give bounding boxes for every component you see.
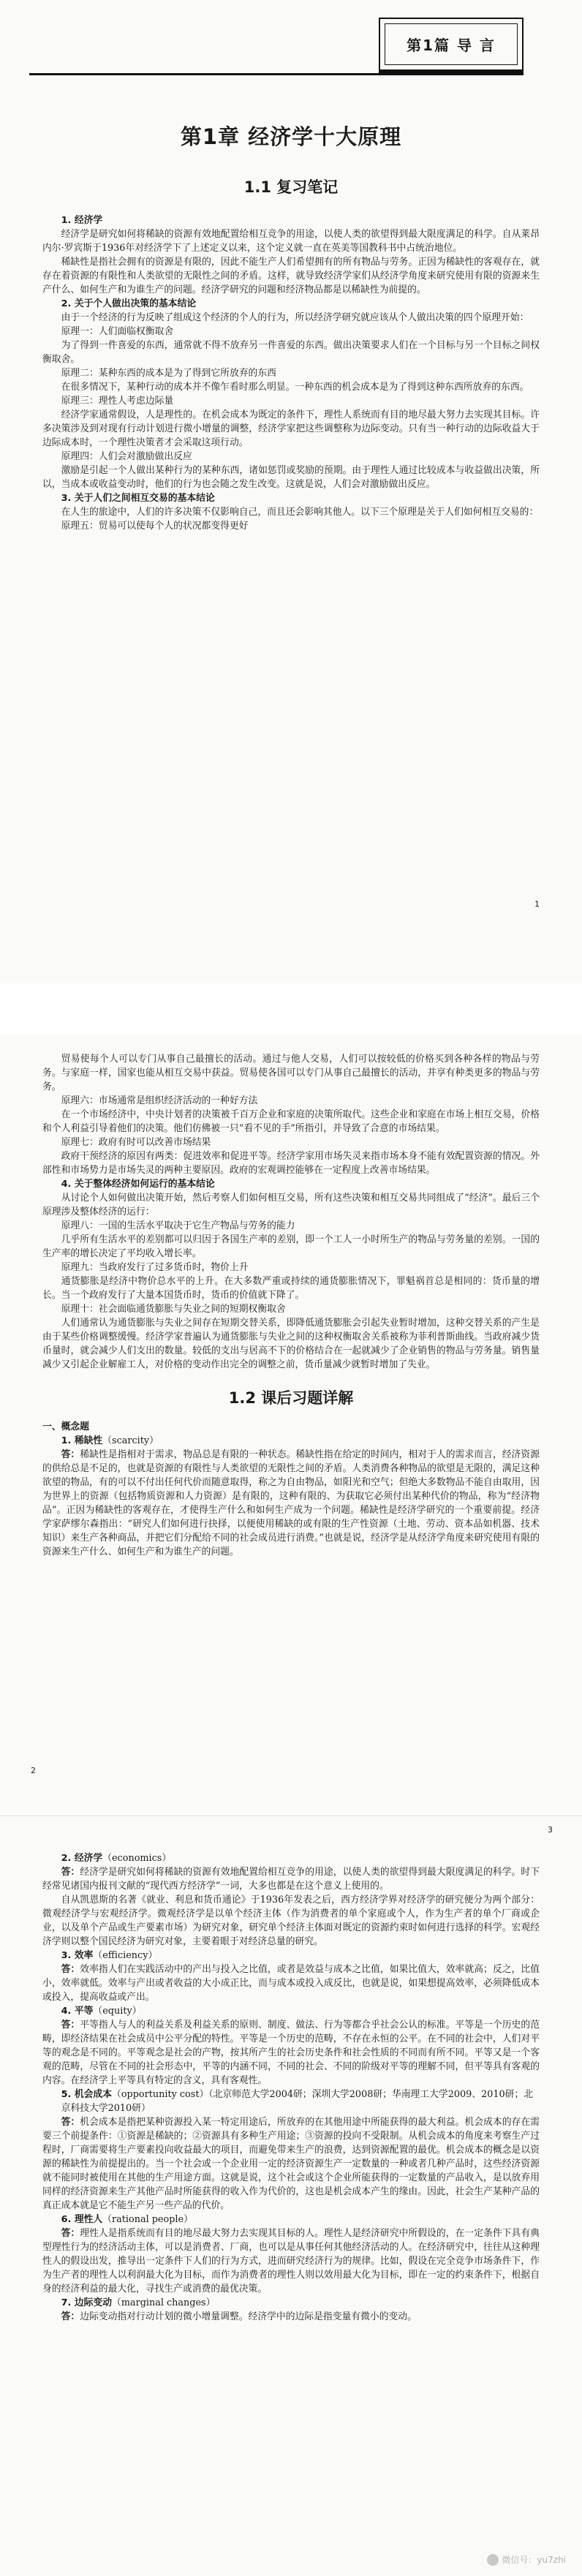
paragraph: 经济学是研究如何将稀缺的资源有效地配置给相互竞争的用途，以使人类的欲望得到最大限度满足的科学。自从莱昂内尔·罗宾斯于1936年对经济学下了上述定义以来，这个定义就一直在英美等国教科书中占统治地位。 <box>42 229 540 254</box>
answer-paragraph <box>42 2018 540 2088</box>
answer-label: 答： <box>61 2020 80 2031</box>
answer-paragraph <box>42 2115 540 2213</box>
page3-body <box>42 1851 540 2324</box>
page-gap <box>0 983 582 1035</box>
paragraph: 政府干预经济的原因有两类：促进效率和促进平等。经济学家用市场失灵来指市场本身不能有效配置资源的情况。外部性和市场势力是市场失灵的两种主要原因。政府的宏观调控能够在一定程度上改善市场结果。 <box>42 1151 540 1176</box>
concept-english: （equity） <box>93 2006 142 2017</box>
book-page-2 <box>0 1035 582 1816</box>
principle-heading: 原理二：某种东西的成本是为了得到它所放弃的东西 <box>61 368 276 379</box>
concept-heading <box>42 2004 540 2018</box>
concept-title: 6. 理性人 <box>61 2214 103 2225</box>
concept-english: （efficiency） <box>93 1950 158 1961</box>
principle-heading: 原理四：人们会对激励做出反应 <box>61 451 192 462</box>
concept-english: （rational people） <box>102 2214 193 2225</box>
answer-paragraph <box>42 1865 540 1893</box>
answer-label: 答： <box>61 1449 80 1460</box>
concept-title: 5. 机会成本 <box>61 2089 113 2100</box>
concept-title: 4. 平等 <box>61 2006 94 2017</box>
paragraph: 由于一个经济的行为反映了组成这个经济的个人的行为，所以经济学研究就应该从个人做出决策的四个原理开始： <box>61 312 529 323</box>
page1-body <box>42 175 540 533</box>
concept-english: （marginal changes） <box>112 2297 216 2308</box>
answer-text: 稀缺性是指相对于需求，物品总是有限的一种状态。稀缺性指在给定的时间内，相对于人的需求而言，经济资源的供给总是不足的，也就是资源的有限性与人类欲望的无限性之间的矛盾。人类消费各种物品的欲望是无限的，满足这种欲望的物品，有的可以不付出任何代价而随意取得，称之为自由物品，如阳光和空气；但绝大多数物品不能自由取用，因为世界上的资源（包括物质资源和人力资源）是有限的，这种有限的、为获取它必须付出某种代价的物品，称为“经济物品”。正因为稀缺性的客观存在，才使得生产什么和如何生产成为一个问题。稀缺性是经济学研究的一个重要前提。经济学家萨缪尔森指出：“研究人们如何进行抉择，以便使用稀缺的或有限的生产性资源（土地、劳动、资本品如机器、技术知识）来生产各种商品，并把它们分配给不同的社会成员进行消费。”也就是说，经济学是从经济学角度来研究使用有限的资源来生产什么、如何生产和为谁生产的问题。 <box>42 1449 540 1557</box>
concept-heading <box>42 1851 540 1865</box>
concept-heading <box>42 2088 540 2115</box>
principle-heading: 原理一：人们面临权衡取舍 <box>61 326 174 337</box>
paragraph: 几乎所有生活水平的差别都可以归因于各国生产率的差别，即一个工人一小时所生产的物品与劳务量的差别。一国的生产率的增长决定了平均收入增长率。 <box>42 1234 540 1259</box>
answer-label: 答： <box>61 2311 80 2322</box>
answer-label: 答： <box>61 2228 80 2239</box>
concept-heading <box>42 2213 540 2226</box>
answer-text: 平等指人与人的利益关系及利益关系的原则、制度、做法、行为等都合乎社会公认的标准。平等是一个历史的范畴，即经济结果在社会成员中公平分配的特性。平等是一个历史的范畴，不存在永恒的公平。在不同的社会中，人们对平等的观念是不同的。平等观念是社会的产物，按其所产生的社会历史条件和社会性质的不同而有所不同。平等又是一个客观的范畴，尽管在不同的社会形态中，平等的内涵不同，不同的社会、不同的阶级对平等的理解不同，但平等具有客观的内容。在经济学上平等具有特定的含义，具有客观性。 <box>42 2020 540 2086</box>
heading-economics: 1. 经济学 <box>61 215 103 226</box>
section-title-review: 1.1 复习笔记 <box>243 178 339 196</box>
concept-title: 7. 边际变动 <box>61 2297 113 2308</box>
paragraph: 自从凯恩斯的名著《就业、利息和货币通论》于1936年发表之后，西方经济学界对经济学的研究便分为两个部分：微观经济学与宏观经济学。微观经济学是以单个经济主体（作为消费者的单个家庭或个人，作为生产者的单个厂商或企业，以及单个产品或生产要素市场）为研究对象，研究单个经济主体面对既定的资源约束时如何进行选择的科学。宏观经济学则以整个国民经济为研究对象，主要着眼于对经济总量的研究。 <box>42 1895 540 1947</box>
book-page-1 <box>0 0 582 983</box>
answer-text: 理性人是指系统而有目的地尽最大努力去实现其目标的人。理性人是经济研究中所假设的，在一定条件下具有典型理性行为的经济活动主体，可以是消费者、厂商，也可以是从事任何其他经济活动的人。在经济研究中，往往从这种理性人的假设出发，推导出一定条件下人们的行为方式，进而研究经济行为的规律。比如，假设在完全竞争市场条件下，作为生产者的理性人以利润最大化为目标，而作为消费者的理性人则以效用最大化为目标，即在一定的约束条件下，根据自身的经济利益的最大化，寻找生产或消费的最优决策。 <box>42 2228 540 2294</box>
wechat-icon <box>487 2554 499 2566</box>
paragraph: 为了得到一件喜爱的东西，通常就不得不放弃另一件喜爱的东西。做出决策要求人们在一个目标与另一个目标之间权衡取舍。 <box>42 340 540 365</box>
paragraph: 人们通常认为通货膨胀与失业之间存在短期交替关系，即降低通货膨胀会引起失业暂时增加，这种交替关系的产生是由于某些价格调整缓慢。经济学家普遍认为通货膨胀与失业之间的这种权衡取舍关系被称为菲利普斯曲线。当政府减少货币量时，就会减少人们支出的数量。较低的支出与居高不下的价格结合在一起就减少了企业销售的物品与劳务量。销售量减少又引起企业解雇工人，对价格的变动作出完全的调整之前，货币量减少就暂时增加了失业。 <box>42 1318 540 1370</box>
answer-paragraph <box>42 1448 540 1559</box>
heading-interactions: 3. 关于人们之间相互交易的基本结论 <box>61 493 215 504</box>
principle-heading: 原理六：市场通常是组织经济活动的一种好方法 <box>61 1095 258 1106</box>
chapter-title: 第1章 经济学十大原理 <box>180 124 402 149</box>
answer-label: 答： <box>61 1964 80 1975</box>
concept-english: （scarcity） <box>102 1435 159 1446</box>
concept-english: （opportunity cost）（北京师范大学2004研；深圳大学2008研；华南理工大学2009、2010研；北京科技大学2010研） <box>61 2089 534 2114</box>
answer-text: 边际变动指对行动计划的微小增量调整。经济学中的边际是指变量有微小的变动。 <box>80 2311 417 2322</box>
page-number: 2 <box>31 1766 36 1775</box>
answer-text: 经济学是研究如何将稀缺的资源有效地配置给相互竞争的用途，以使人类的欲望得到最大限度满足的科学。时下经常见诸国内报刊文献的“现代西方经济学”一词，大多也都是在这个意义上使用的。 <box>42 1867 540 1892</box>
paragraph: 在一个市场经济中，中央计划者的决策被千百万企业和家庭的决策所取代。这些企业和家庭在市场上相互交易，价格和个人利益引导着他们的决策。他们仿佛被一只“看不见的手”所指引，并导致了合意的市场结果。 <box>42 1109 540 1134</box>
heading-whole-economy: 4. 关于整体经济如何运行的基本结论 <box>61 1179 215 1190</box>
answer-paragraph <box>42 2226 540 2296</box>
answer-text: 效率指人们在实践活动中的产出与投入之比值，或者是效益与成本之比值，如果比值大，效率就高；反之，比值小，效率就低。效率与产出或者收益的大小成正比，而与成本或投入成反比，也就是说，如果想提高效率，必须降低成本或投入，提高收益或产出。 <box>42 1964 540 2003</box>
book-page-3 <box>0 1816 582 2576</box>
principle-heading: 原理九：当政府发行了过多货币时，物价上升 <box>61 1262 249 1273</box>
heading-concepts: 一、概念题 <box>42 1421 89 1432</box>
principle-heading: 原理十：社会面临通货膨胀与失业之间的短期权衡取舍 <box>61 1304 286 1315</box>
concept-title: 3. 效率 <box>61 1950 94 1961</box>
paragraph: 在人生的旅途中，人们的许多决策不仅影响自己，而且还会影响其他人。以下三个原理是关于人们如何相互交易的： <box>61 507 539 518</box>
section-title-exercises: 1.2 课后习题详解 <box>228 1389 354 1407</box>
page-number: 1 <box>534 899 540 909</box>
paragraph: 在很多情况下，某种行动的成本并不像乍看时那么明显。一种东西的机会成本是为了得到这种东西所放弃的东西。 <box>61 382 529 393</box>
answer-label: 答： <box>61 1867 80 1878</box>
answer-label: 答： <box>61 2117 80 2128</box>
page-number: 3 <box>548 1825 553 1835</box>
concept-heading <box>42 2296 540 2310</box>
heading-individual-decisions: 2. 关于个人做出决策的基本结论 <box>61 298 197 309</box>
header-rule <box>29 73 524 75</box>
paragraph: 激励是引起一个人做出某种行为的某种东西，诸如惩罚或奖励的预期。由于理性人通过比较成本与收益做出决策，所以，当成本或收益变动时，他们的行为也会随之发生改变。这就是说，人们会对激励做出反应。 <box>42 465 540 490</box>
principle-heading: 原理五：贸易可以使每个人的状况都变得更好 <box>61 521 249 532</box>
paragraph: 稀缺性是指社会拥有的资源是有限的，因此不能生产人们希望拥有的所有物品与劳务。正因为稀缺性的客观存在，就存在着资源的有限性和人类欲望的无限性之间的矛盾。这样，就导致经济学家们从经济学角度来研究使用有限的资源来生产什么、如何生产和为谁生产的问题。经济学研究的问题和经济物品都是以稀缺性为前提的。 <box>42 257 540 295</box>
paragraph: 从讨论个人如何做出决策开始，然后考察人们如何相互交易，所有这些决策和相互交易共同组成了“经济”。最后三个原理涉及整体经济的运行： <box>42 1193 540 1217</box>
concept-heading <box>42 1949 540 1963</box>
page2-body <box>42 1052 540 1559</box>
answer-paragraph <box>42 1963 540 2004</box>
principle-heading: 原理七：政府有时可以改善市场结果 <box>61 1137 211 1148</box>
paragraph: 通货膨胀是经济中物价总水平的上升。在大多数严重或持续的通货膨胀情况下，罪魁祸首总是相同的：货币量的增长。当一个政府发行了大量本国货币时，货币的价值就下降了。 <box>42 1276 540 1301</box>
paragraph: 经济学家通常假设，人是理性的。在机会成本为既定的条件下，理性人系统而有目的地尽最大努力去实现其目标。许多决策涉及到对现有行动计划进行微小增量的调整，经济学家把这些调整称为边际变动。只有当一种行动的边际收益大于边际成本时，一个理性决策者才会采取这项行动。 <box>42 409 540 448</box>
part-banner <box>379 18 524 73</box>
paragraph: 贸易使每个人可以专门从事自己最擅长的活动。通过与他人交易，人们可以按较低的价格买到各种各样的物品与劳务。与家庭一样，国家也能从相互交易中获益。贸易使各国可以专门从事自己最擅长的活动，并享有种类更多的物品与劳务。 <box>42 1054 540 1092</box>
principle-heading: 原理八：一国的生活水平取决于它生产物品与劳务的能力 <box>61 1220 295 1231</box>
answer-text: 机会成本是指把某种资源投入某一特定用途后，所放弃的在其他用途中所能获得的最大利益。机会成本的存在需要三个前提条件：①资源是稀缺的；②资源具有多种生产用途；③资源的投向不受限制。从机会成本的角度来考察生产过程时，厂商需要将生产要素投向收益最大的项目，而避免带来生产的浪费，达到资源配置的最优。机会成本的概念是以资源的稀缺性为前提提出的。当一个社会或一个企业用一定的经济资源生产一定数量的一种或者几种产品时，这些经济资源就不能同时被使用在其他的生产用途方面。这就是说，这个社会或这个企业所能获得的一定数量的产品收入，是以放弃用同样的经济资源来生产其他产品时所能获得的收入作为代价的，这也是机会成本产生的缘由。因此，社会生产某种产品的真正成本就是它不能生产另一些产品的代价。 <box>42 2117 540 2211</box>
concept-english: （economics） <box>102 1853 172 1864</box>
principle-heading: 原理三：理性人考虑边际量 <box>61 396 174 407</box>
concept-title: 2. 经济学 <box>61 1853 103 1864</box>
watermark <box>487 2553 566 2566</box>
concept-title: 1. 稀缺性 <box>61 1435 103 1446</box>
answer-paragraph <box>42 2310 540 2324</box>
part-label: 第1篇 导 言 <box>385 23 518 65</box>
watermark-text: 微信号：yu7zhi <box>502 2555 566 2565</box>
concept-heading <box>42 1434 540 1448</box>
